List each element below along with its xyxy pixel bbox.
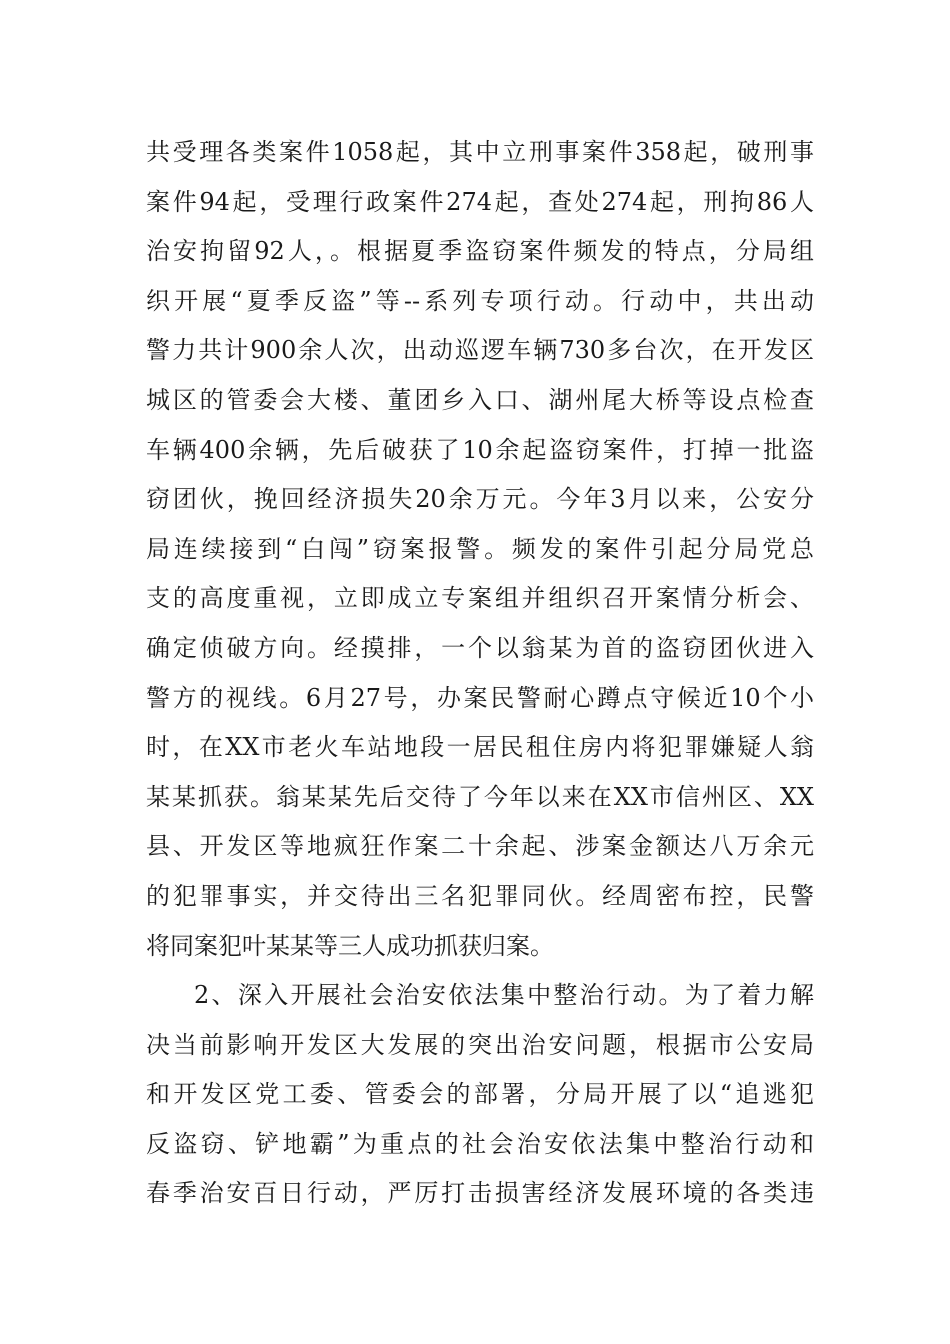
body-text [146,128,814,1219]
text-line: 支的高度重视，立即成立专案组并组织召开案情分析会、 [146,584,814,613]
text-line: 警方的视线。6月27号，办案民警耐心蹲点守候近10个小 [146,683,814,712]
text-line: 的犯罪事实，并交待出三名犯罪同伙。经周密布控，民警 [146,881,814,910]
paragraph-end-line: 将同案犯叶某某等三人成功抓获归案。 [146,931,554,960]
text-line: 反盗窃、铲地霸”为重点的社会治安依法集中整治行动和 [146,1129,814,1158]
paragraph-start-line: 2、深入开展社会治安依法集中整治行动。为了着力解 [194,981,814,1010]
text-line: 案件94起，受理行政案件274起，查处274起，刑拘86人 [146,187,814,216]
text-line: 城区的管委会大楼、董团乡入口、湖州尾大桥等设点检查 [146,385,814,414]
text-line: 决当前影响开发区大发展的突出治安问题，根据市公安局 [146,1030,814,1059]
text-line: 局连续接到“白闯”窃案报警。频发的案件引起分局党总 [146,534,814,563]
text-line: 某某抓获。翁某某先后交待了今年以来在XX市信州区、XX [146,782,814,811]
text-line: 和开发区党工委、管委会的部署，分局开展了以“追逃犯 [146,1080,814,1109]
text-line: 春季治安百日行动，严厉打击损害经济发展环境的各类违 [146,1179,814,1208]
text-line: 车辆400余辆，先后破获了10余起盗窃案件，打掉一批盗 [146,435,814,464]
text-line: 治安拘留92人，。根据夏季盗窃案件频发的特点，分局组 [146,237,814,266]
text-line: 时，在XX市老火车站地段一居民租住房内将犯罪嫌疑人翁 [146,733,814,762]
text-line: 共受理各类案件1058起，其中立刑事案件358起，破刑事 [146,138,814,166]
text-line: 警力共计900余人次，出动巡逻车辆730多台次，在开发区 [146,336,814,365]
text-line: 窃团伙，挽回经济损失20余万元。今年3月以来，公安分 [146,485,814,514]
text-line: 织开展“夏季反盗”等--系列专项行动。行动中，共出动 [146,286,814,315]
text-line: 确定侦破方向。经摸排，一个以翁某为首的盗窃团伙进入 [146,633,814,662]
text-line: 县、开发区等地疯狂作案二十余起、涉案金额达八万余元 [146,832,814,861]
